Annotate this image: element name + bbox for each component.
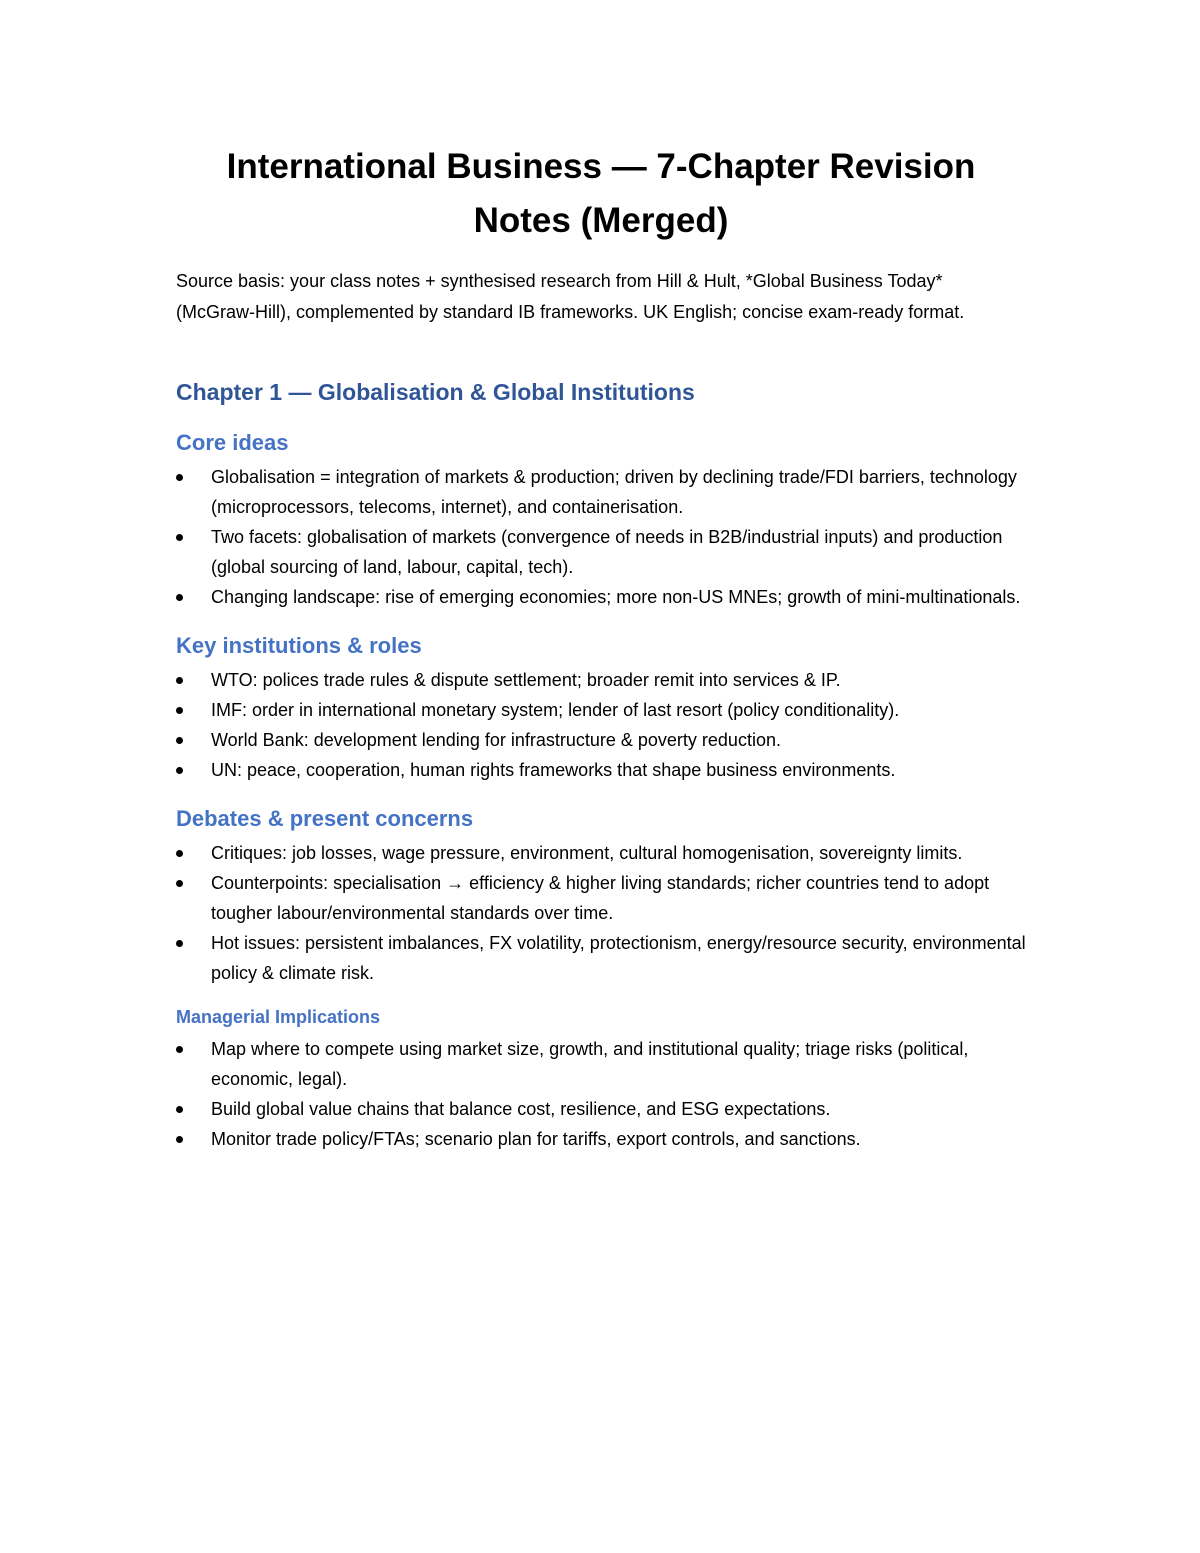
list-item bbox=[176, 868, 1026, 928]
bullet-icon bbox=[176, 850, 183, 857]
list-item bbox=[176, 695, 1026, 725]
bullet-icon bbox=[176, 737, 183, 744]
list-item bbox=[176, 462, 1026, 522]
list-item-text: Critiques: job losses, wage pressure, environment, cultural homogenisation, sovereignty limits. bbox=[211, 843, 963, 863]
bullet-icon bbox=[176, 707, 183, 714]
list-item-text: Map where to compete using market size, growth, and institutional quality; triage risks (political, economic, legal). bbox=[211, 1039, 969, 1089]
list-item bbox=[176, 928, 1026, 988]
list-item-text: UN: peace, cooperation, human rights frameworks that shape business environments. bbox=[211, 760, 896, 780]
list-item-text: WTO: polices trade rules & dispute settlement; broader remit into services & IP. bbox=[211, 670, 841, 690]
bullet-list-key-institutions bbox=[176, 665, 1026, 785]
list-item bbox=[176, 838, 1026, 868]
list-item-text: IMF: order in international monetary system; lender of last resort (policy conditionality). bbox=[211, 700, 900, 720]
list-item-text: Counterpoints: specialisation → efficiency & higher living standards; richer countries tend to adopt tougher labour/environmental standards over time. bbox=[211, 873, 990, 923]
bullet-icon bbox=[176, 474, 183, 481]
list-item-text: Build global value chains that balance cost, resilience, and ESG expectations. bbox=[211, 1099, 831, 1119]
bullet-icon bbox=[176, 594, 183, 601]
list-item-text: Two facets: globalisation of markets (convergence of needs in B2B/industrial inputs) and production (global sourcing of land, labour, capital, tech). bbox=[211, 527, 1003, 577]
section-heading-debates: Debates & present concerns bbox=[176, 806, 474, 831]
section-heading-key-institutions: Key institutions & roles bbox=[176, 633, 422, 658]
document-body bbox=[176, 140, 1026, 1154]
bullet-list-debates bbox=[176, 838, 1026, 988]
bullet-icon bbox=[176, 1106, 183, 1113]
bullet-icon bbox=[176, 677, 183, 684]
bullet-icon bbox=[176, 767, 183, 774]
list-item-text: Changing landscape: rise of emerging economies; more non-US MNEs; growth of mini-multinationals. bbox=[211, 587, 1021, 607]
bullet-icon bbox=[176, 940, 183, 947]
bullet-list-core-ideas bbox=[176, 462, 1026, 612]
source-note: Source basis: your class notes + synthesised research from Hill & Hult, *Global Business Today* (McGraw-Hill), complemented by standard IB frameworks. UK English; concise exam-ready format. bbox=[176, 271, 965, 322]
list-item bbox=[176, 725, 1026, 755]
section-heading-core-ideas: Core ideas bbox=[176, 430, 289, 455]
list-item bbox=[176, 1124, 1026, 1154]
section-heading-managerial-implications: Managerial Implications bbox=[176, 1007, 381, 1027]
chapter-heading: Chapter 1 — Globalisation & Global Institutions bbox=[176, 379, 695, 405]
bullet-icon bbox=[176, 880, 183, 887]
list-item-text: Globalisation = integration of markets & production; driven by declining trade/FDI barriers, technology (microprocessors, telecoms, internet), and containerisation. bbox=[211, 467, 1017, 517]
list-item-text: World Bank: development lending for infrastructure & poverty reduction. bbox=[211, 730, 781, 750]
list-item bbox=[176, 582, 1026, 612]
list-item-text: Monitor trade policy/FTAs; scenario plan for tariffs, export controls, and sanctions. bbox=[211, 1129, 861, 1149]
list-item bbox=[176, 755, 1026, 785]
list-item bbox=[176, 665, 1026, 695]
bullet-icon bbox=[176, 1136, 183, 1143]
list-item bbox=[176, 1034, 1026, 1094]
list-item-text: Hot issues: persistent imbalances, FX volatility, protectionism, energy/resource security, environmental policy & climate risk. bbox=[211, 933, 1026, 983]
list-item bbox=[176, 1094, 1026, 1124]
list-item bbox=[176, 522, 1026, 582]
document-title: International Business — 7-Chapter Revision Notes (Merged) bbox=[226, 147, 976, 240]
bullet-list-managerial-implications bbox=[176, 1034, 1026, 1154]
bullet-icon bbox=[176, 534, 183, 541]
bullet-icon bbox=[176, 1046, 183, 1053]
